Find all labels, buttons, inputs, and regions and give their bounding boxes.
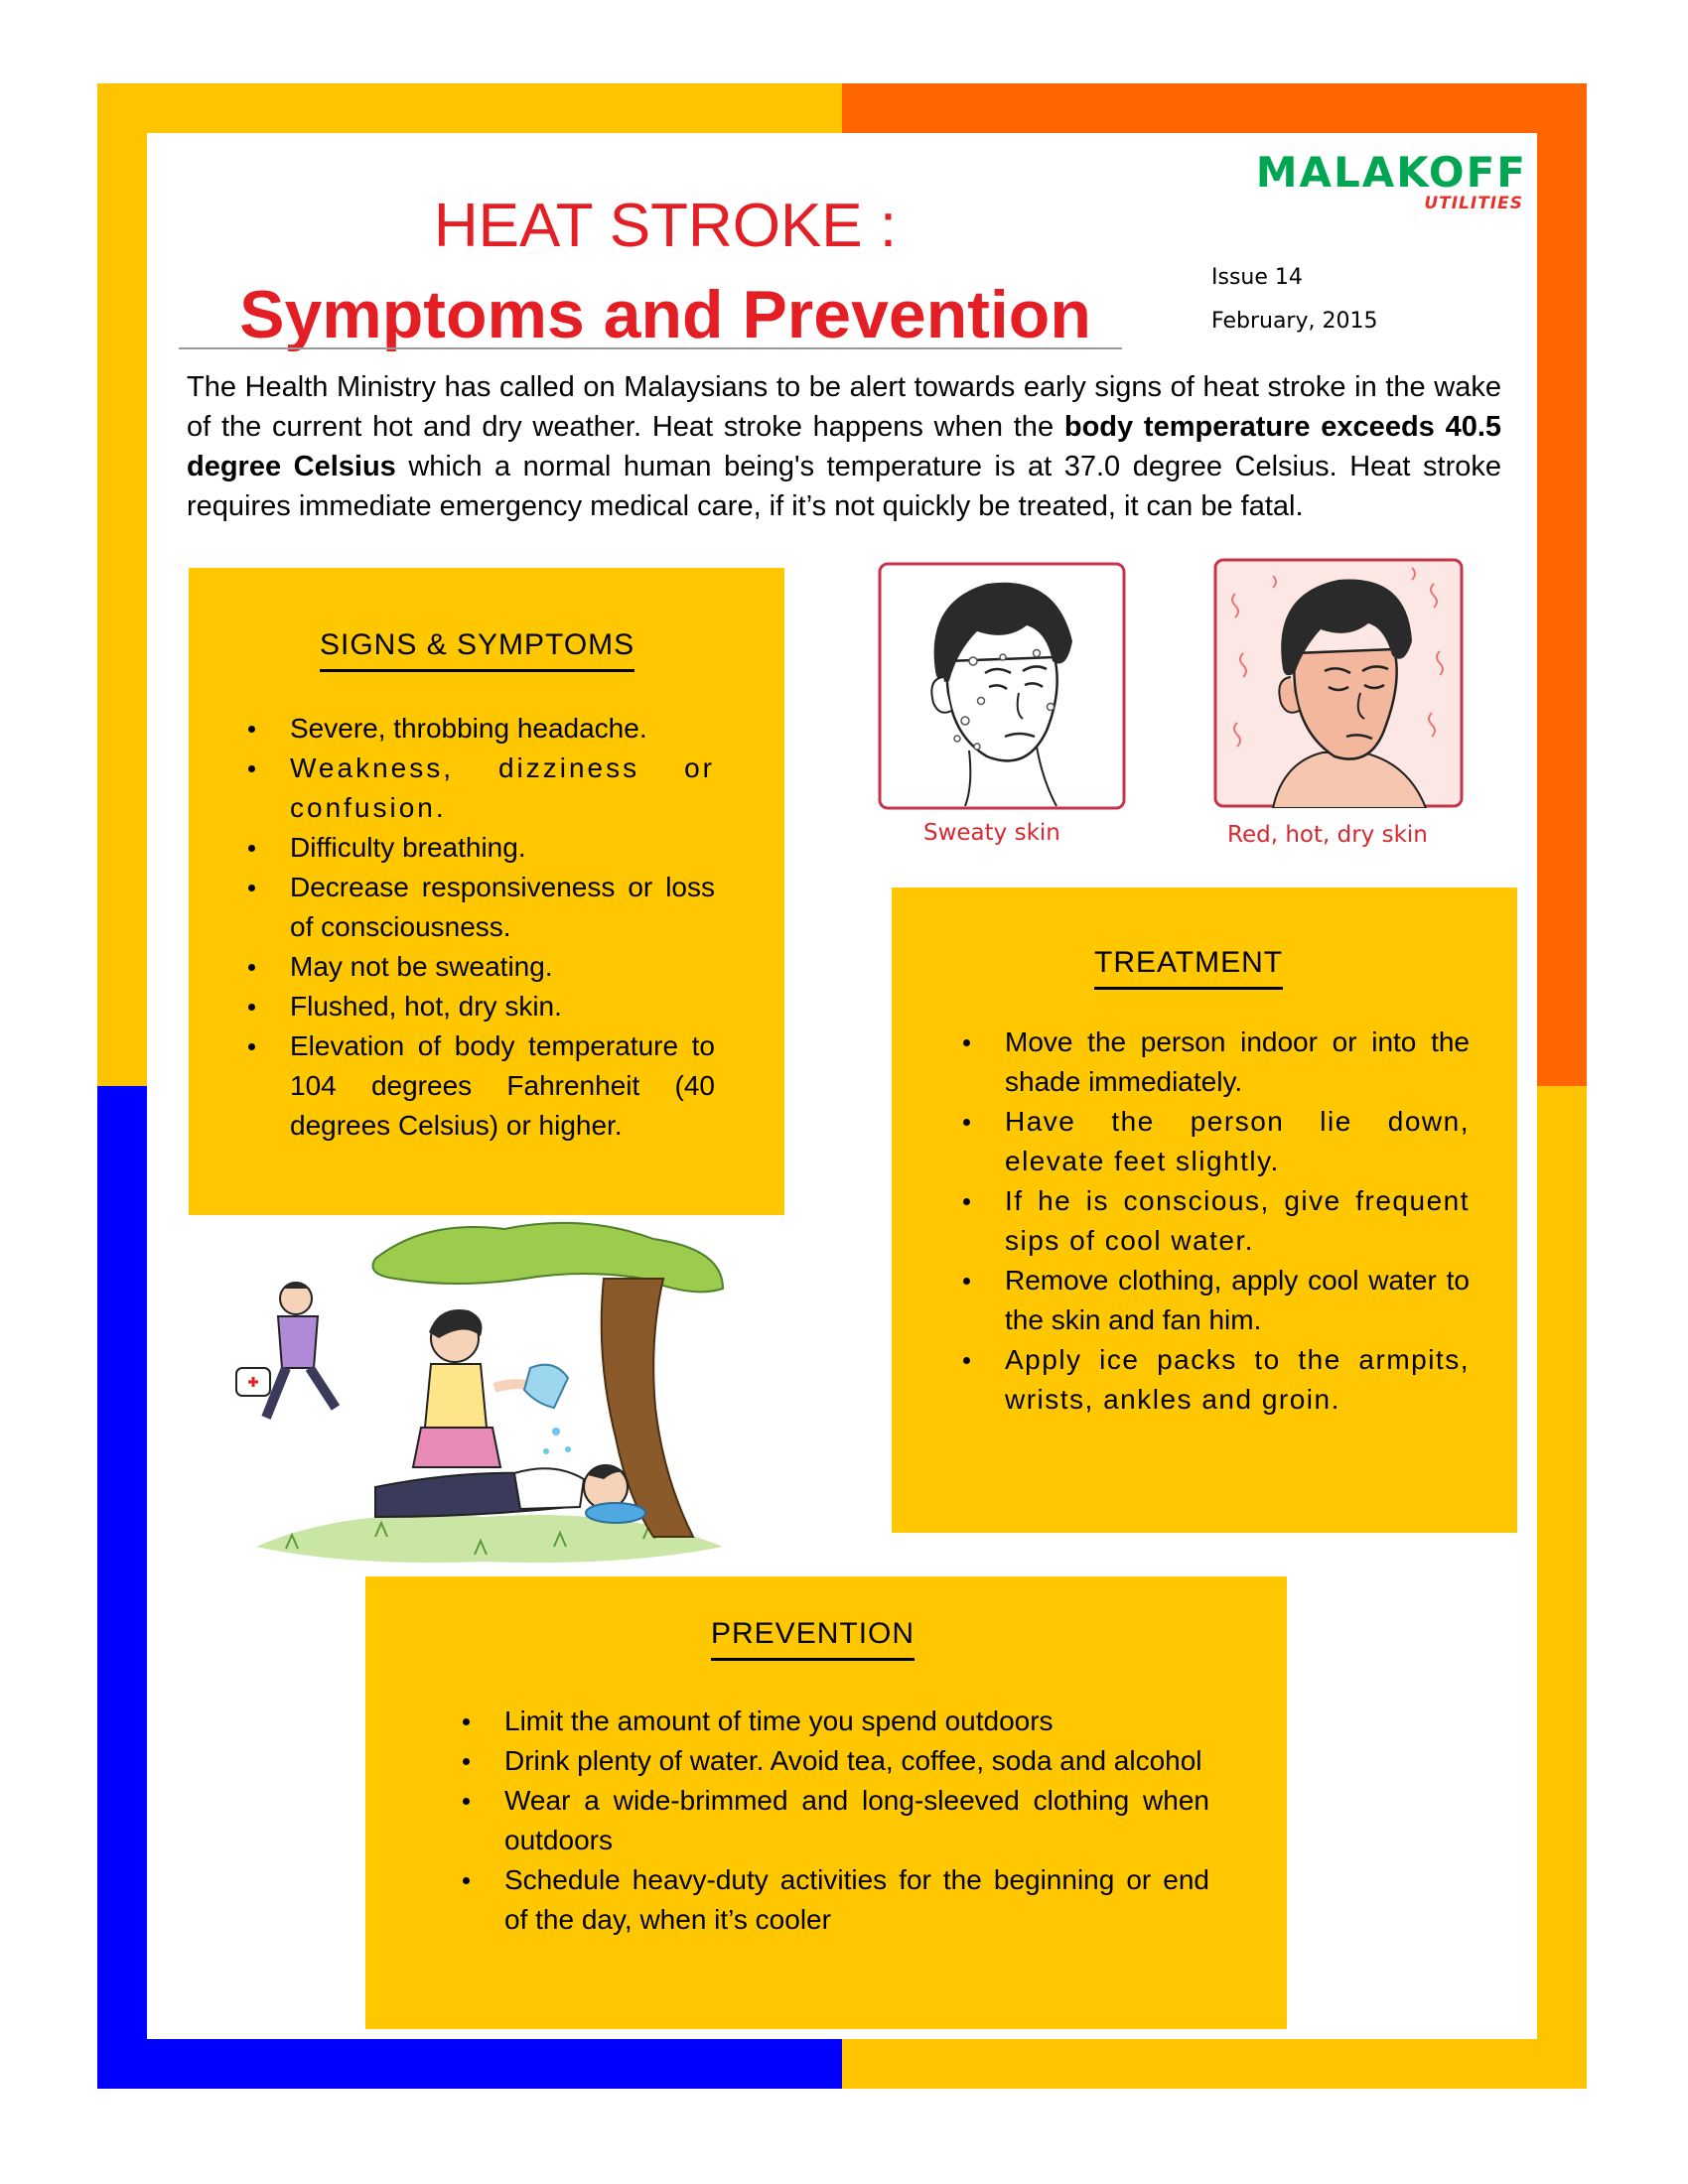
issue-date: February, 2015 bbox=[1211, 309, 1378, 334]
intro-text-2: which a normal human being's temperature is at 37.0 degree Celsius. Heat stroke requires immediate emergency medical care, if it’s not quickly be treated, it can be fatal. bbox=[187, 451, 1501, 522]
list-item: May not be sweating. bbox=[238, 947, 715, 987]
issue-number: Issue 14 bbox=[1211, 265, 1303, 290]
treatment-heading: TREATMENT bbox=[1094, 943, 1283, 990]
treatment-list bbox=[953, 1023, 1470, 1420]
page-subtitle: Symptoms and Prevention bbox=[239, 277, 1091, 352]
treatment-box bbox=[892, 887, 1517, 1533]
list-item: Drink plenty of water. Avoid tea, coffee, soda and alcohol bbox=[453, 1741, 1209, 1781]
sweaty-skin-caption: Sweaty skin bbox=[923, 820, 1060, 846]
malakoff-logo bbox=[1229, 148, 1527, 213]
page-title: HEAT STROKE : bbox=[433, 192, 898, 260]
signs-symptoms-box bbox=[189, 568, 784, 1215]
signs-heading: SIGNS & SYMPTOMS bbox=[320, 625, 634, 672]
list-item: Move the person indoor or into the shade immediately. bbox=[953, 1023, 1470, 1102]
intro-paragraph bbox=[187, 367, 1501, 526]
list-item: Severe, throbbing headache. bbox=[238, 709, 715, 749]
hot-dry-skin-caption: Red, hot, dry skin bbox=[1227, 822, 1428, 848]
issue-info bbox=[1211, 256, 1377, 343]
list-item: Remove clothing, apply cool water to the skin and fan him. bbox=[953, 1261, 1470, 1340]
signs-list bbox=[238, 709, 715, 1146]
list-item: Schedule heavy-duty activities for the beginning or end of the day, when it’s cooler bbox=[453, 1860, 1209, 1940]
list-item: Limit the amount of time you spend outdoors bbox=[453, 1702, 1209, 1741]
logo-division: UTILITIES bbox=[1424, 194, 1523, 213]
title-divider bbox=[179, 347, 1122, 349]
list-item: Wear a wide-brimmed and long-sleeved clothing when outdoors bbox=[453, 1781, 1209, 1860]
prevention-list bbox=[453, 1702, 1209, 1940]
prevention-heading: PREVENTION bbox=[711, 1614, 914, 1661]
list-item: Weakness, dizziness or confusion. bbox=[238, 749, 715, 828]
list-item: If he is conscious, give frequent sips of cool water. bbox=[953, 1181, 1470, 1261]
list-item: Flushed, hot, dry skin. bbox=[238, 987, 715, 1026]
list-item: Difficulty breathing. bbox=[238, 828, 715, 868]
list-item: Elevation of body temperature to 104 degrees Fahrenheit (40 degrees Celsius) or higher. bbox=[238, 1026, 715, 1146]
prevention-box bbox=[365, 1576, 1287, 2029]
list-item: Have the person lie down, elevate feet slightly. bbox=[953, 1102, 1470, 1181]
intro-bold-text: body temperature exceeds 40.5 degree Celsius bbox=[187, 411, 1502, 482]
list-item: Decrease responsiveness or loss of consciousness. bbox=[238, 868, 715, 947]
first-aid-scene-illustration bbox=[226, 1219, 743, 1576]
intro-text-1: The Health Ministry has called on Malaysians to be alert towards early signs of heat stroke in the wake of the current hot and dry weather. Heat stroke happens when the bbox=[187, 371, 1501, 443]
logo-name: MALAKOFF bbox=[1255, 148, 1527, 197]
hot-dry-skin-illustration bbox=[1213, 558, 1464, 808]
sweaty-skin-illustration bbox=[878, 562, 1126, 810]
list-item: Apply ice packs to the armpits, wrists, ankles and groin. bbox=[953, 1340, 1470, 1420]
